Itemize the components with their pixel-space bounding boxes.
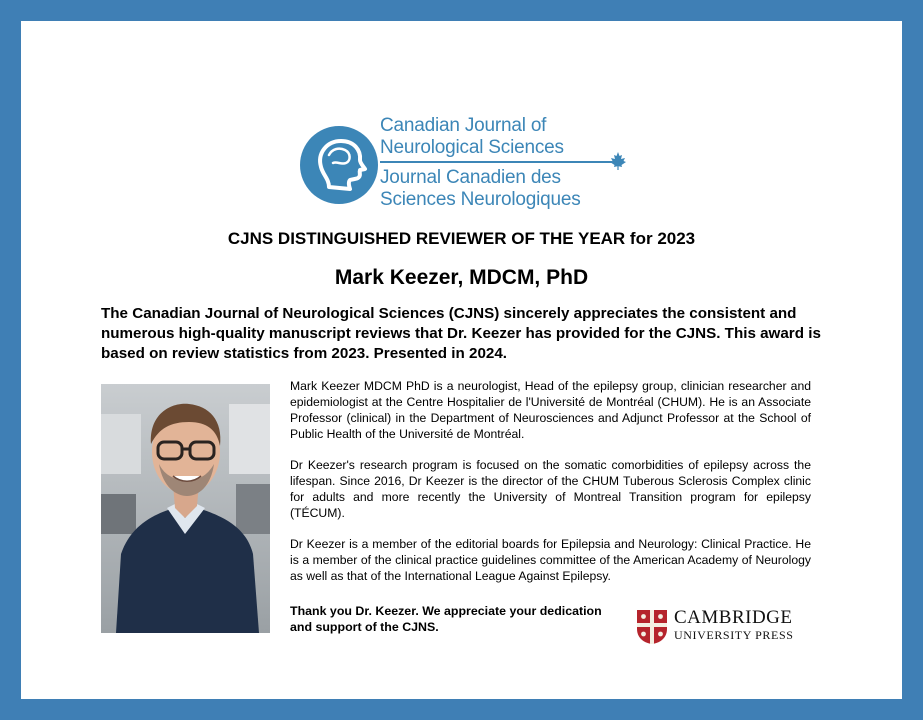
logo-divider <box>380 161 612 163</box>
thank-you-note: Thank you Dr. Keezer. We appreciate your dedication and support of the CJNS. <box>290 604 602 634</box>
maple-leaf-icon <box>608 151 628 171</box>
bio-paragraph-1: Mark Keezer MDCM PhD is a neurologist, Head of the epilepsy group, clinician researcher and epidemiologist at the Centre Hospitalier de l'Université de Montréal (CHUM). He is an Associate Professor (clinical) in the Department of Neurosciences and Adjunct Professor at the School of Public Health of the Université de Montréal. <box>290 379 811 441</box>
journal-name-fr-line1: Journal Canadien des <box>380 167 561 188</box>
head-profile-icon <box>299 125 379 205</box>
journal-name-en-line1: Canadian Journal of <box>380 115 547 136</box>
bio-paragraph-3: Dr Keezer is a member of the editorial boards for Epilepsia and Neurology: Clinical Practice. He is a member of the clinical practice guidelines committee of the American Academy of Neurology as well as that of the International League Against Epilepsy. <box>290 537 811 583</box>
publisher-name: CAMBRIDGE <box>674 607 793 628</box>
recipient-photo <box>101 384 270 633</box>
bio-paragraph-2: Dr Keezer's research program is focused on the somatic comorbidities of epilepsy across the lifespan. Since 2016, Dr Keezer is the director of the CHUM Tuberous Sclerosis Complex clinic for adults and more recently the University of Montreal Transition program for epilepsy (TÉCUM). <box>290 458 811 520</box>
journal-name-en-line2: Neurological Sciences <box>380 137 564 158</box>
award-title: CJNS DISTINGUISHED REVIEWER OF THE YEAR for 2023 <box>227 229 696 248</box>
publisher-subtitle: UNIVERSITY PRESS <box>674 628 794 642</box>
cambridge-shield-icon <box>636 609 668 645</box>
recipient-name: Mark Keezer, MDCM, PhD <box>334 266 589 289</box>
journal-name-fr-line2: Sciences Neurologiques <box>380 189 581 210</box>
cambridge-logo <box>636 607 826 645</box>
journal-name-english <box>380 115 564 159</box>
journal-name-french <box>380 167 581 211</box>
award-card <box>21 21 902 699</box>
recipient-bio <box>290 378 811 599</box>
award-intro: The Canadian Journal of Neurological Sciences (CJNS) sincerely appreciates the consistent and numerous high-quality manuscript reviews that Dr. Keezer has provided for the CJNS. This award is based on review statistics from 2023. Presented in 2024. <box>101 305 821 362</box>
